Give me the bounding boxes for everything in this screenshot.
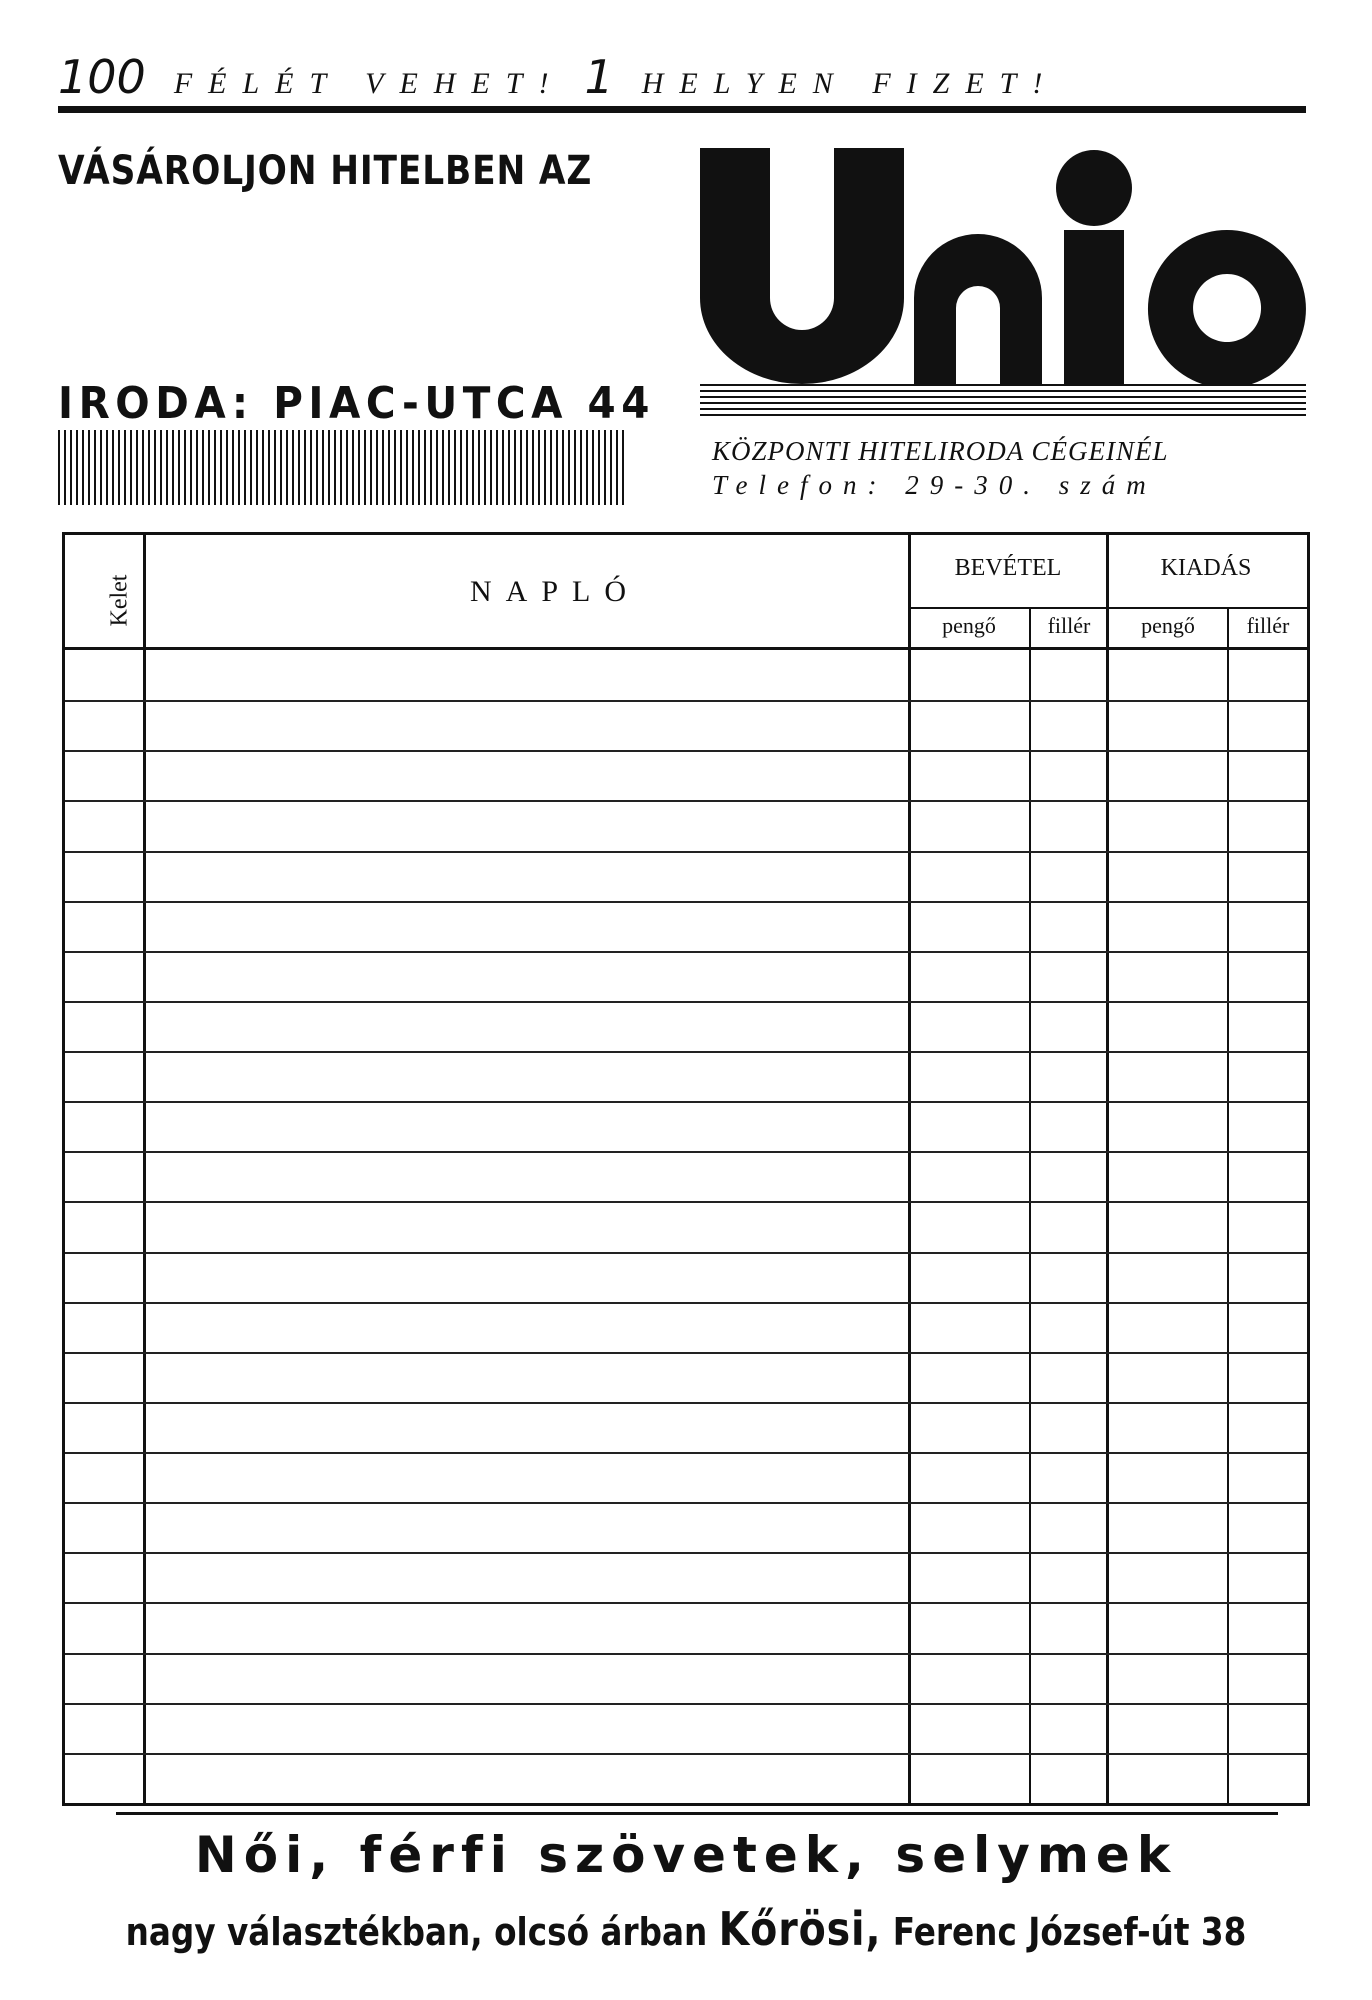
ledger-row-line bbox=[65, 1653, 1307, 1655]
ledger-row-line bbox=[65, 951, 1307, 953]
subheader-pengo-kiadas: pengő bbox=[1141, 613, 1195, 638]
ledger-row-line bbox=[65, 901, 1307, 903]
slogan-number-right: 1 bbox=[584, 50, 614, 104]
ledger-table bbox=[62, 532, 1310, 1806]
column-divider-bevetel-filler bbox=[1029, 607, 1031, 1803]
ledger-row-line bbox=[65, 750, 1307, 752]
column-divider-kelet bbox=[143, 535, 146, 1803]
headquarters-line: KÖZPONTI HITELIRODA CÉGEINÉL bbox=[712, 436, 1169, 466]
advert-subline-prefix: nagy választékban, olcsó árban bbox=[125, 1910, 708, 1954]
ledger-row-line bbox=[65, 1602, 1307, 1604]
advert-shop-address: Ferenc József-út 38 bbox=[892, 1910, 1247, 1954]
ledger-row-line bbox=[65, 851, 1307, 853]
ledger-row-line bbox=[65, 1352, 1307, 1354]
ledger-row-line bbox=[65, 1703, 1307, 1705]
ledger-row-line bbox=[65, 1051, 1307, 1053]
top-rule-divider bbox=[58, 106, 1306, 113]
ledger-row-line bbox=[65, 1302, 1307, 1304]
slogan-line bbox=[58, 50, 1308, 110]
subheader-pengo-bevetel: pengő bbox=[942, 613, 996, 638]
bottom-rule-divider bbox=[116, 1812, 1278, 1815]
slogan-number-left: 100 bbox=[58, 50, 146, 104]
header-bottom-divider bbox=[65, 647, 1307, 650]
column-header-kelet: Kelet bbox=[106, 574, 133, 627]
telephone-line: Telefon: 29-30. szám bbox=[712, 470, 1157, 500]
ledger-row-line bbox=[65, 800, 1307, 802]
ledger-row-line bbox=[65, 1552, 1307, 1554]
ledger-row-line bbox=[65, 1252, 1307, 1254]
office-address: IRODA: PIAC-UTCA 44 bbox=[58, 378, 655, 429]
column-divider-naplo bbox=[908, 535, 911, 1803]
ledger-row-line bbox=[65, 1753, 1307, 1755]
unio-logo bbox=[700, 148, 1306, 388]
advert-shop-name: Kőrösi, bbox=[718, 1902, 882, 1956]
column-header-bevetel: BEVÉTEL bbox=[954, 555, 1062, 581]
ledger-row-line bbox=[65, 700, 1307, 702]
column-divider-bevetel bbox=[1106, 535, 1109, 1803]
ledger-row-line bbox=[65, 1452, 1307, 1454]
ledger-row-line bbox=[65, 1001, 1307, 1003]
column-header-naplo: NAPLÓ bbox=[469, 575, 640, 608]
ledger-row-line bbox=[65, 1201, 1307, 1203]
column-header-kiadas: KIADÁS bbox=[1160, 555, 1252, 581]
subheader-filler-kiadas: fillér bbox=[1246, 613, 1290, 638]
logo-underline-rules bbox=[700, 384, 1306, 420]
ledger-row-line bbox=[65, 1502, 1307, 1504]
advert-subline bbox=[96, 1902, 1276, 1956]
column-divider-kiadas-filler bbox=[1227, 607, 1229, 1803]
ledger-row-line bbox=[65, 1101, 1307, 1103]
slogan-text-left: FÉLÉT VEHET! bbox=[173, 67, 565, 100]
ledger-row-line bbox=[65, 1151, 1307, 1153]
advert-headline: Női, férfi szövetek, selymek bbox=[194, 1826, 1178, 1884]
subheader-filler-bevetel: fillér bbox=[1047, 613, 1091, 638]
ledger-row-line bbox=[65, 1402, 1307, 1404]
headline: VÁSÁROLJON HITELBEN AZ bbox=[58, 148, 593, 194]
slogan-text-right: HELYEN FIZET! bbox=[641, 67, 1059, 100]
hatch-pattern-decoration bbox=[58, 430, 624, 505]
